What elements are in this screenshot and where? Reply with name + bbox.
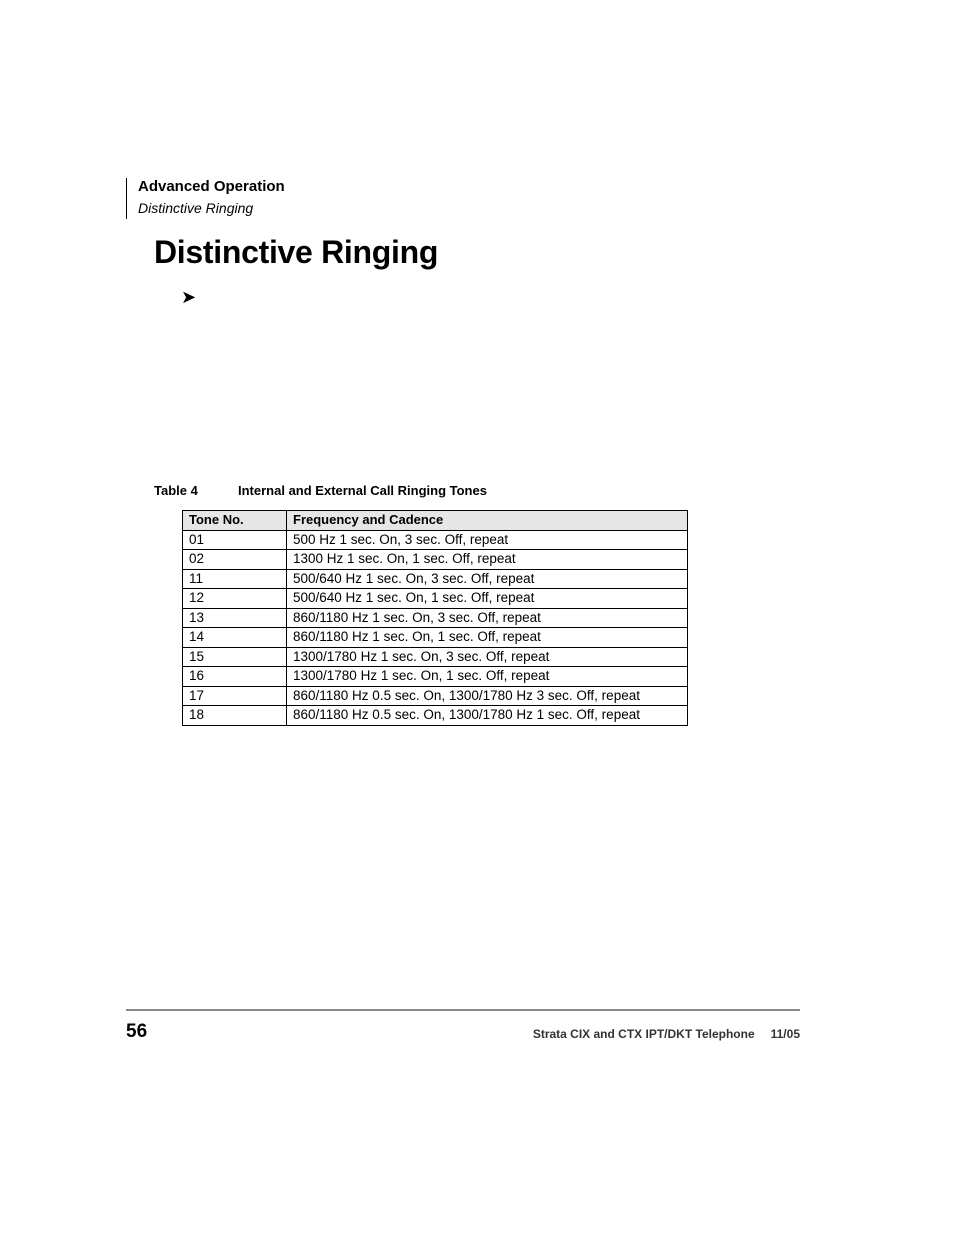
tone-number-cell: 17 — [183, 686, 287, 706]
frequency-cell: 860/1180 Hz 1 sec. On, 3 sec. Off, repeat — [287, 608, 688, 628]
table-row — [183, 569, 688, 589]
running-header-subsection: Distinctive Ringing — [138, 200, 254, 216]
table-row — [183, 530, 688, 550]
footer-divider — [126, 1009, 800, 1011]
table-row — [183, 706, 688, 726]
frequency-cell: 860/1180 Hz 0.5 sec. On, 1300/1780 Hz 3 sec. Off, repeat — [287, 686, 688, 706]
table-row — [183, 608, 688, 628]
table-row — [183, 550, 688, 570]
header-divider — [126, 178, 127, 219]
table-header-row — [183, 511, 688, 531]
table-caption — [154, 483, 487, 498]
frequency-cell: 1300 Hz 1 sec. On, 1 sec. Off, repeat — [287, 550, 688, 570]
tone-number-cell: 11 — [183, 569, 287, 589]
page-number: 56 — [126, 1021, 148, 1042]
table-row — [183, 628, 688, 648]
table-caption-number: Table 4 — [154, 483, 198, 498]
frequency-cell: 500/640 Hz 1 sec. On, 1 sec. Off, repeat — [287, 589, 688, 609]
arrow-right-icon: ➤ — [181, 287, 197, 307]
tone-number-cell: 13 — [183, 608, 287, 628]
frequency-cell: 500/640 Hz 1 sec. On, 3 sec. Off, repeat — [287, 569, 688, 589]
frequency-cell: 1300/1780 Hz 1 sec. On, 3 sec. Off, repeat — [287, 647, 688, 667]
table-caption-title: Internal and External Call Ringing Tones — [238, 483, 487, 498]
tone-number-cell: 16 — [183, 667, 287, 687]
tone-number-cell: 01 — [183, 530, 287, 550]
footer-doc-title: Strata CIX and CTX IPT/DKT Telephone — [532, 1027, 755, 1041]
running-header-section: Advanced Operation — [138, 178, 285, 195]
frequency-cell: 860/1180 Hz 1 sec. On, 1 sec. Off, repeat — [287, 628, 688, 648]
footer-date: 11/05 — [770, 1027, 800, 1041]
ringing-tones-table — [182, 510, 688, 726]
column-header-tone-no: Tone No. — [183, 511, 287, 531]
column-header-frequency: Frequency and Cadence — [287, 511, 688, 531]
table-row — [183, 686, 688, 706]
frequency-cell: 500 Hz 1 sec. On, 3 sec. Off, repeat — [287, 530, 688, 550]
frequency-cell: 1300/1780 Hz 1 sec. On, 1 sec. Off, repeat — [287, 667, 688, 687]
frequency-cell: 860/1180 Hz 0.5 sec. On, 1300/1780 Hz 1 sec. Off, repeat — [287, 706, 688, 726]
footer-running-title — [533, 1027, 800, 1041]
tone-number-cell: 14 — [183, 628, 287, 648]
table-row — [183, 647, 688, 667]
tone-number-cell: 12 — [183, 589, 287, 609]
tone-number-cell: 15 — [183, 647, 287, 667]
table-row — [183, 589, 688, 609]
page-title: Distinctive Ringing — [154, 234, 439, 270]
tone-number-cell: 18 — [183, 706, 287, 726]
tone-number-cell: 02 — [183, 550, 287, 570]
table-row — [183, 667, 688, 687]
